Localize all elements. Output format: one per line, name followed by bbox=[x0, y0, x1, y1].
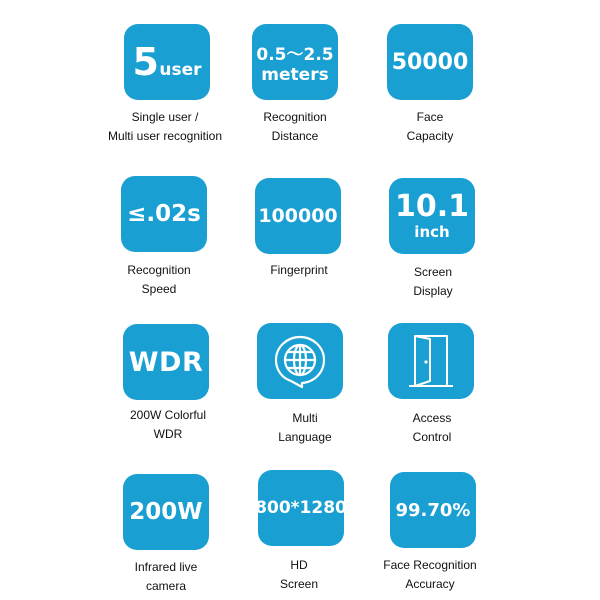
caption-line: Distance bbox=[271, 129, 319, 143]
caption-line: Screen bbox=[413, 265, 453, 279]
caption-line: WDR bbox=[153, 427, 183, 441]
tile-suffix-text: user bbox=[159, 60, 202, 80]
caption-line: Screen bbox=[279, 577, 319, 591]
feature-tile bbox=[255, 178, 341, 254]
door-icon bbox=[406, 331, 456, 391]
caption-line: Access bbox=[412, 411, 452, 425]
tile-main-text: 5 bbox=[132, 40, 160, 84]
tile-main-text: WDR bbox=[128, 346, 204, 378]
feature-tile bbox=[252, 24, 338, 100]
globe-chat-icon bbox=[271, 332, 329, 390]
feature-tile bbox=[121, 176, 207, 252]
caption-line: Recognition bbox=[263, 110, 327, 124]
caption-line: Multi user recognition bbox=[107, 129, 223, 143]
caption-line: Language bbox=[278, 430, 332, 444]
feature-tile bbox=[123, 474, 209, 550]
caption-line: Single user / bbox=[131, 110, 199, 124]
caption-line: Infrared live bbox=[134, 560, 198, 574]
tile-main-text: 800*1280 bbox=[255, 498, 347, 518]
caption-line: Display bbox=[413, 284, 453, 298]
caption-line: Face Recognition bbox=[383, 558, 477, 572]
caption-line: Accuracy bbox=[405, 577, 455, 591]
feature-tile bbox=[257, 323, 343, 399]
feature-caption bbox=[330, 556, 530, 594]
caption-line: Face bbox=[416, 110, 444, 124]
feature-caption bbox=[332, 409, 532, 447]
caption-line: Multi bbox=[292, 411, 318, 425]
feature-tile bbox=[388, 323, 474, 399]
feature-tile bbox=[123, 324, 209, 400]
tile-line2-text: inch bbox=[414, 223, 450, 241]
caption-line: Recognition bbox=[127, 263, 191, 277]
tile-line1-text: 0.5～2.5 bbox=[256, 44, 334, 65]
feature-tile bbox=[387, 24, 473, 100]
tile-line2-text: meters bbox=[261, 64, 329, 85]
feature-tile bbox=[390, 472, 476, 548]
caption-line: camera bbox=[145, 579, 186, 593]
feature-caption bbox=[333, 263, 533, 301]
caption-line: 200W Colorful bbox=[129, 408, 207, 422]
caption-line: Speed bbox=[141, 282, 177, 296]
caption-line: HD bbox=[290, 558, 308, 572]
tile-main-text: 99.70% bbox=[395, 499, 471, 521]
tile-main-text: 100000 bbox=[258, 205, 338, 227]
tile-main-text: 200W bbox=[129, 499, 203, 525]
caption-line: Fingerprint bbox=[270, 263, 328, 277]
feature-tile bbox=[389, 178, 475, 254]
feature-caption bbox=[330, 108, 530, 146]
tile-line1-text: 10.1 bbox=[394, 189, 470, 224]
tile-main-text: 50000 bbox=[391, 49, 469, 75]
feature-tile bbox=[124, 24, 210, 100]
tile-main-text: ≤.02s bbox=[127, 201, 201, 227]
caption-line: Control bbox=[412, 430, 452, 444]
feature-tile bbox=[255, 470, 347, 546]
caption-line: Capacity bbox=[406, 129, 454, 143]
